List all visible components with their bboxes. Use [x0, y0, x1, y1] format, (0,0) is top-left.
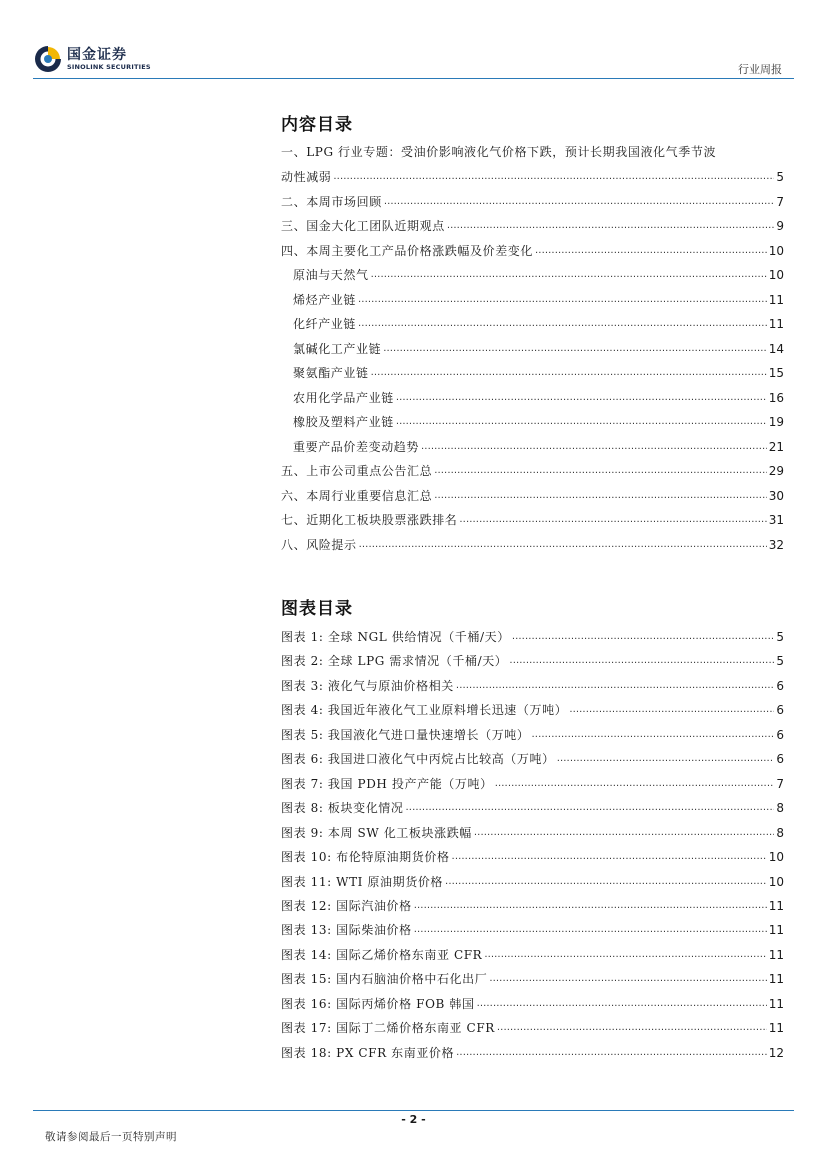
figure-entry-page: 11: [768, 1021, 784, 1036]
dot-leader: [406, 801, 775, 815]
dot-leader: [359, 538, 767, 552]
company-logo: [33, 44, 151, 74]
dot-leader: [535, 244, 767, 258]
toc-entry[interactable]: [293, 362, 784, 380]
toc-entry-page: 29: [768, 464, 784, 478]
toc-entry-label: 二、本周市场回顾: [281, 194, 382, 209]
toc-entry[interactable]: [281, 166, 784, 184]
dot-leader: [383, 342, 767, 356]
report-type-label: 行业周报: [738, 63, 782, 76]
dot-leader: [509, 654, 774, 668]
dot-leader: [445, 875, 767, 889]
toc-entry-page: 19: [768, 415, 784, 429]
dot-leader: [396, 391, 767, 405]
page-number: - 2 -: [401, 1113, 426, 1126]
dot-leader: [497, 1021, 767, 1035]
figure-entry-page: 5: [776, 654, 784, 669]
dot-leader: [532, 728, 775, 742]
toc-entry-label: 七、近期化工板块股票涨跌排名: [281, 513, 458, 527]
dot-leader: [384, 195, 775, 209]
figure-entry[interactable]: [281, 675, 784, 693]
toc-entry-page: 11: [768, 317, 784, 331]
toc-entry-label: 五、上市公司重点公告汇总: [281, 464, 433, 478]
figures-title: 图表目录: [281, 599, 353, 619]
figure-entry-label: 图表 16: 国际丙烯价格 FOB 韩国: [281, 996, 475, 1011]
dot-leader: [447, 219, 775, 233]
figure-entry-page: 10: [768, 850, 784, 865]
figure-entry-page: 6: [776, 703, 784, 718]
figure-entry-page: 6: [776, 678, 784, 693]
toc-entry-label: 三、国金大化工团队近期观点: [281, 219, 445, 233]
dot-leader: [421, 440, 767, 454]
toc-entry-page: 10: [768, 268, 784, 282]
figure-entry-page: 11: [768, 972, 784, 987]
dot-leader: [358, 317, 767, 331]
figure-entry[interactable]: [281, 650, 784, 668]
dot-leader: [459, 513, 766, 527]
dot-leader: [434, 464, 767, 478]
toc-entry-label: 农用化学品产业链: [293, 390, 394, 405]
figure-entry-page: 7: [776, 776, 784, 791]
figure-entry-page: 8: [776, 801, 784, 816]
figure-entry[interactable]: [281, 724, 784, 742]
toc-entry-page: 14: [768, 341, 784, 356]
figure-entry[interactable]: [281, 773, 784, 791]
toc-entry-page: 30: [768, 488, 784, 503]
toc-entry-page: 5: [776, 170, 784, 184]
figure-entry[interactable]: [281, 944, 784, 962]
figure-entry[interactable]: [281, 846, 784, 864]
dot-leader: [434, 489, 767, 503]
toc-entry-label: 动性减弱: [281, 170, 332, 184]
figure-entry-label: 图表 14: 国际乙烯价格东南亚 CFR: [281, 947, 483, 962]
toc-entry-page: 10: [768, 243, 784, 258]
toc-entry[interactable]: [281, 509, 784, 527]
dot-leader: [477, 997, 767, 1011]
figure-entry-label: 图表 10: 布伦特原油期货价格: [281, 850, 450, 865]
logo-english-name: SINOLINK SECURITIES: [67, 62, 151, 71]
toc-entry-label: 重要产品价差变动趋势: [293, 439, 420, 454]
figure-entry[interactable]: [281, 626, 784, 644]
figure-entry-page: 8: [776, 825, 784, 840]
toc-entry[interactable]: [281, 485, 784, 503]
figure-entry[interactable]: [281, 1042, 784, 1060]
toc-title: 内容目录: [281, 115, 353, 135]
figure-entry-label: 图表 2: 全球 LPG 需求情况（千桶/天）: [281, 654, 508, 669]
toc-entry-label: 四、本周主要化工产品价格涨跌幅及价差变化: [281, 243, 534, 258]
dot-leader: [452, 850, 767, 864]
figure-entry-page: 11: [768, 898, 784, 913]
dot-leader: [569, 703, 774, 717]
toc-entry[interactable]: [293, 289, 784, 307]
dot-leader: [414, 923, 767, 937]
figure-entry-page: 5: [776, 630, 784, 644]
figure-entry-label: 图表 15: 国内石脑油价格中石化出厂: [281, 972, 488, 987]
toc-entry-label: 烯烃产业链: [293, 292, 357, 307]
toc-entry-label: 氯碱化工产业链: [293, 341, 382, 356]
figure-entry-label: 图表 11: WTI 原油期货价格: [281, 874, 444, 889]
toc-entry[interactable]: [281, 215, 784, 233]
toc-entry-page: 31: [768, 513, 784, 527]
figure-entry[interactable]: [281, 699, 784, 717]
toc-item-1-line-1[interactable]: 一、LPG 行业专题：受油价影响液化气价格下跌，预计长期我国液化气季节波: [281, 145, 717, 159]
dot-leader: [495, 777, 775, 791]
figure-entry-label: 图表 4: 我国近年液化气工业原料增长迅速（万吨）: [281, 703, 568, 718]
toc-entry[interactable]: [293, 387, 784, 405]
figure-entry[interactable]: [281, 797, 784, 815]
toc-entry[interactable]: [293, 313, 784, 331]
toc-entry-label: 化纤产业链: [293, 317, 357, 331]
toc-entry-label: 橡胶及塑料产业链: [293, 415, 394, 429]
figure-entry-label: 图表 5: 我国液化气进口量快速增长（万吨）: [281, 727, 530, 742]
figure-entry[interactable]: [281, 871, 784, 889]
toc-entry[interactable]: [281, 240, 784, 258]
dot-leader: [371, 268, 767, 282]
figure-entry[interactable]: [281, 895, 784, 913]
dot-leader: [456, 679, 774, 693]
page-header: [0, 0, 827, 80]
figure-entry-label: 图表 17: 国际丁二烯价格东南亚 CFR: [281, 1021, 495, 1036]
logo-chinese-name: 国金证券: [67, 46, 127, 63]
figure-entry-page: 6: [776, 752, 784, 767]
toc-entry-page: 11: [768, 292, 784, 307]
figure-entry-page: 10: [768, 874, 784, 889]
figure-entry[interactable]: [281, 993, 784, 1011]
toc-entry-label: 原油与天然气: [293, 268, 369, 282]
dot-leader: [333, 170, 774, 184]
figure-entry-label: 图表 13: 国际柴油价格: [281, 923, 412, 938]
figure-entry-label: 图表 6: 我国进口液化气中丙烷占比较高（万吨）: [281, 752, 555, 767]
toc-entry[interactable]: [281, 460, 784, 478]
figure-entry-page: 12: [768, 1045, 784, 1060]
toc-entry[interactable]: [293, 338, 784, 356]
figure-entry-label: 图表 8: 板块变化情况: [281, 801, 404, 816]
logo-icon: [33, 44, 63, 74]
toc-entry-page: 21: [768, 439, 784, 454]
dot-leader: [396, 415, 767, 429]
figure-entry-page: 11: [768, 923, 784, 938]
dot-leader: [512, 630, 775, 644]
figure-entry-label: 图表 1: 全球 NGL 供给情况（千桶/天）: [281, 630, 510, 644]
dot-leader: [474, 826, 774, 840]
dot-leader: [484, 948, 766, 962]
dot-leader: [414, 899, 767, 913]
dot-leader: [456, 1046, 767, 1060]
toc-entry-page: 16: [768, 390, 784, 405]
figure-entry-page: 11: [768, 947, 784, 962]
figure-entry[interactable]: [281, 748, 784, 766]
figure-entry-label: 图表 7: 我国 PDH 投产产能（万吨）: [281, 776, 493, 791]
figure-entry[interactable]: [281, 1017, 784, 1035]
header-divider: [33, 78, 794, 79]
footer-disclaimer: 敬请参阅最后一页特别声明: [45, 1131, 177, 1143]
dot-leader: [557, 752, 775, 766]
figure-entry-page: 11: [768, 996, 784, 1011]
dot-leader: [358, 293, 767, 307]
toc-entry-label: 聚氨酯产业链: [293, 366, 369, 380]
toc-entry-page: 7: [776, 194, 784, 209]
figure-entry-label: 图表 9: 本周 SW 化工板块涨跌幅: [281, 825, 472, 840]
toc-entry[interactable]: [281, 191, 784, 209]
figure-entry-page: 6: [776, 727, 784, 742]
toc-entry[interactable]: [293, 436, 784, 454]
toc-entry-page: 9: [776, 219, 784, 233]
footer-divider: [33, 1110, 794, 1111]
toc-entry[interactable]: [293, 411, 784, 429]
toc-entry-page: 32: [768, 537, 784, 552]
toc-entry[interactable]: [293, 264, 784, 282]
figure-entry-label: 图表 12: 国际汽油价格: [281, 898, 412, 913]
toc-entry[interactable]: [281, 534, 784, 552]
figure-entry[interactable]: [281, 968, 784, 986]
toc-entry-label: 八、风险提示: [281, 537, 357, 552]
toc-entry-label: 六、本周行业重要信息汇总: [281, 488, 433, 503]
figure-entry-label: 图表 3: 液化气与原油价格相关: [281, 678, 454, 693]
dot-leader: [489, 972, 766, 986]
figure-entry[interactable]: [281, 919, 784, 937]
figure-entry-label: 图表 18: PX CFR 东南亚价格: [281, 1045, 455, 1060]
dot-leader: [371, 366, 767, 380]
figure-entry[interactable]: [281, 822, 784, 840]
toc-entry-page: 15: [768, 366, 784, 380]
